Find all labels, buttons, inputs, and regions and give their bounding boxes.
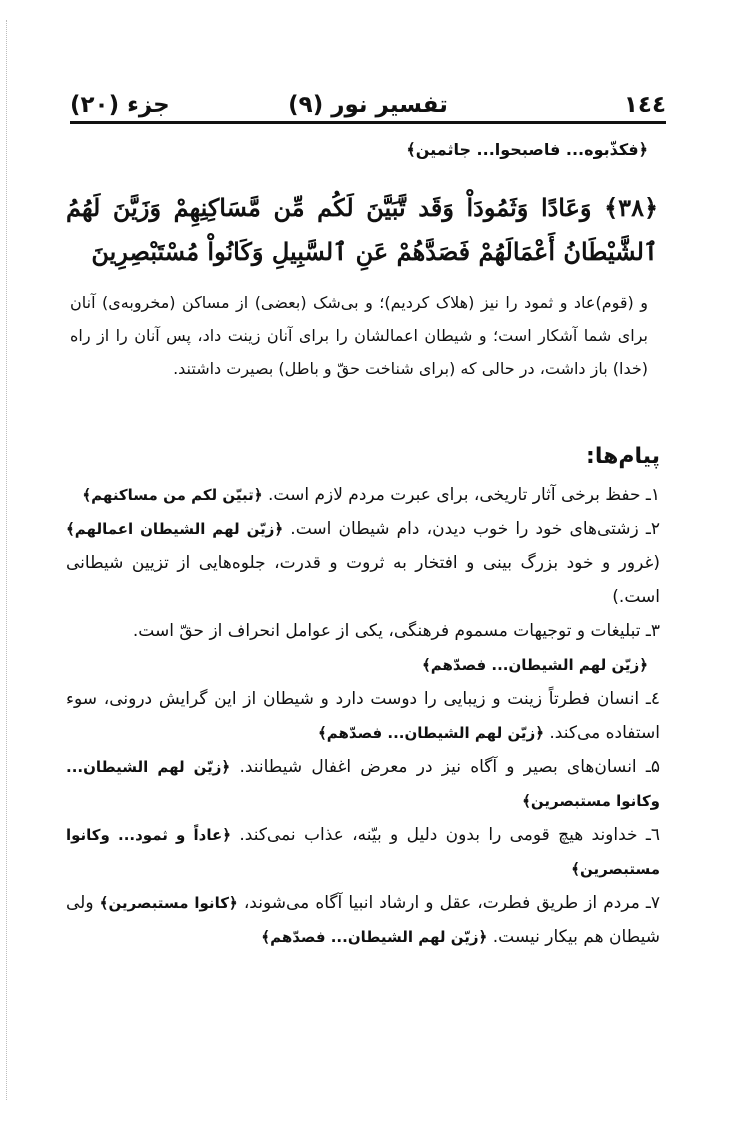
message-item xyxy=(66,512,660,614)
page-number: ١٤٤ xyxy=(623,92,666,118)
message-text: ۷ـ مردم از طریق فطرت، عقل و ارشاد انبیا آگاه می‌شوند، xyxy=(243,893,661,913)
verse-text: وَعَادًا وَثَمُودَاْ وَقَد تَّبَيَّنَ لَكُم مِّن مَّسَاكِنِهِمْ وَزَيَّنَ لَهُمُ ٱلشَّيْطَانُ أَعْمَالَهُمْ فَصَدَّهُمْ عَنِ ٱلسَّبِيلِ وَكَانُواْ مُسْتَبْصِرِينَ xyxy=(66,193,658,266)
message-reference: ﴿عاداً و ثمود... وکانوا مستبصرین﴾ xyxy=(66,826,660,878)
message-text: ۱ـ حفظ برخی آثار تاریخی، برای عبرت مردم لازم است. xyxy=(268,485,660,505)
page-header xyxy=(70,90,666,124)
header-rule xyxy=(70,121,666,124)
message-item xyxy=(66,750,660,818)
message-reference: ﴿زیّن لهم الشیطان... فصدّهم﴾ xyxy=(421,656,648,674)
message-text: ۳ـ تبلیغات و توجیهات مسموم فرهنگی، یکی از عوامل انحراف از حقّ است. xyxy=(132,621,660,641)
message-text-continued: ولی شیطان هم بیکار نیست. xyxy=(66,893,660,947)
message-text: ٤ـ انسان فطرتاً زینت و زیبایی را دوست دارد و شیطان از این گرایش درونی، سوء استفاده می‌کند. xyxy=(66,689,660,743)
book-title: تفسیر نور (۹) xyxy=(288,92,448,118)
quran-verse xyxy=(66,186,658,274)
part-label: جزء (۲۰) xyxy=(70,92,170,118)
verse-number: ﴿٣٨﴾ xyxy=(604,193,659,222)
message-text: ٦ـ خداوند هیچ قومی را بدون دلیل و بیّنه، عذاب نمی‌کند. xyxy=(239,825,661,845)
verse-translation: و (قوم)عاد و ثمود را نیز (هلاک کردیم)؛ و بی‌شک (بعضی) از مساکن (مخروبه‌ی) آنان برای شما آشکار است؛ و شیطان اعمالشان را برای آنان زینت داد، پس آنان را از راه (خدا) باز داشت، در حالی که (برای شناخت حقّ و باطل) بصیرت داشتند. xyxy=(70,293,648,378)
message-text: ۲ـ زشتی‌های خود را خوب دیدن، دام شیطان است. xyxy=(290,519,660,539)
message-item xyxy=(66,886,660,954)
message-note: (غرور و خود بزرگ بینی و افتخار به ثروت و قدرت، جلوه‌هایی از تزیین شیطانی است.) xyxy=(66,553,660,607)
message-text: ۵ـ انسان‌های بصیر و آگاه نیز در معرض اغفال شیطانند. xyxy=(239,757,660,777)
previous-verse-reference: ﴿فکذّبوه... فاصبحوا... جاثمین﴾ xyxy=(406,140,648,159)
message-reference: ﴿زیّن لهم الشیطان اعمالهم﴾ xyxy=(66,520,284,538)
message-reference: ﴿زیّن لهم الشیطان... وکانوا مستبصرین﴾ xyxy=(66,758,660,810)
message-item xyxy=(66,614,660,682)
message-reference: ﴿کانوا مستبصرین﴾ xyxy=(99,894,238,912)
message-item xyxy=(66,818,660,886)
message-reference: ﴿تبیّن لکم من مساکنهم﴾ xyxy=(82,486,263,504)
message-item xyxy=(66,478,660,512)
message-reference: ﴿زیّن لهم الشیطان... فصدّهم﴾ xyxy=(317,724,544,742)
messages-heading: پیام‌ها: xyxy=(586,444,660,469)
message-reference-continued: ﴿زیّن لهم الشیطان... فصدّهم﴾ xyxy=(261,928,488,946)
scan-margin xyxy=(6,20,9,1100)
message-item xyxy=(66,682,660,750)
messages-list xyxy=(66,478,660,954)
